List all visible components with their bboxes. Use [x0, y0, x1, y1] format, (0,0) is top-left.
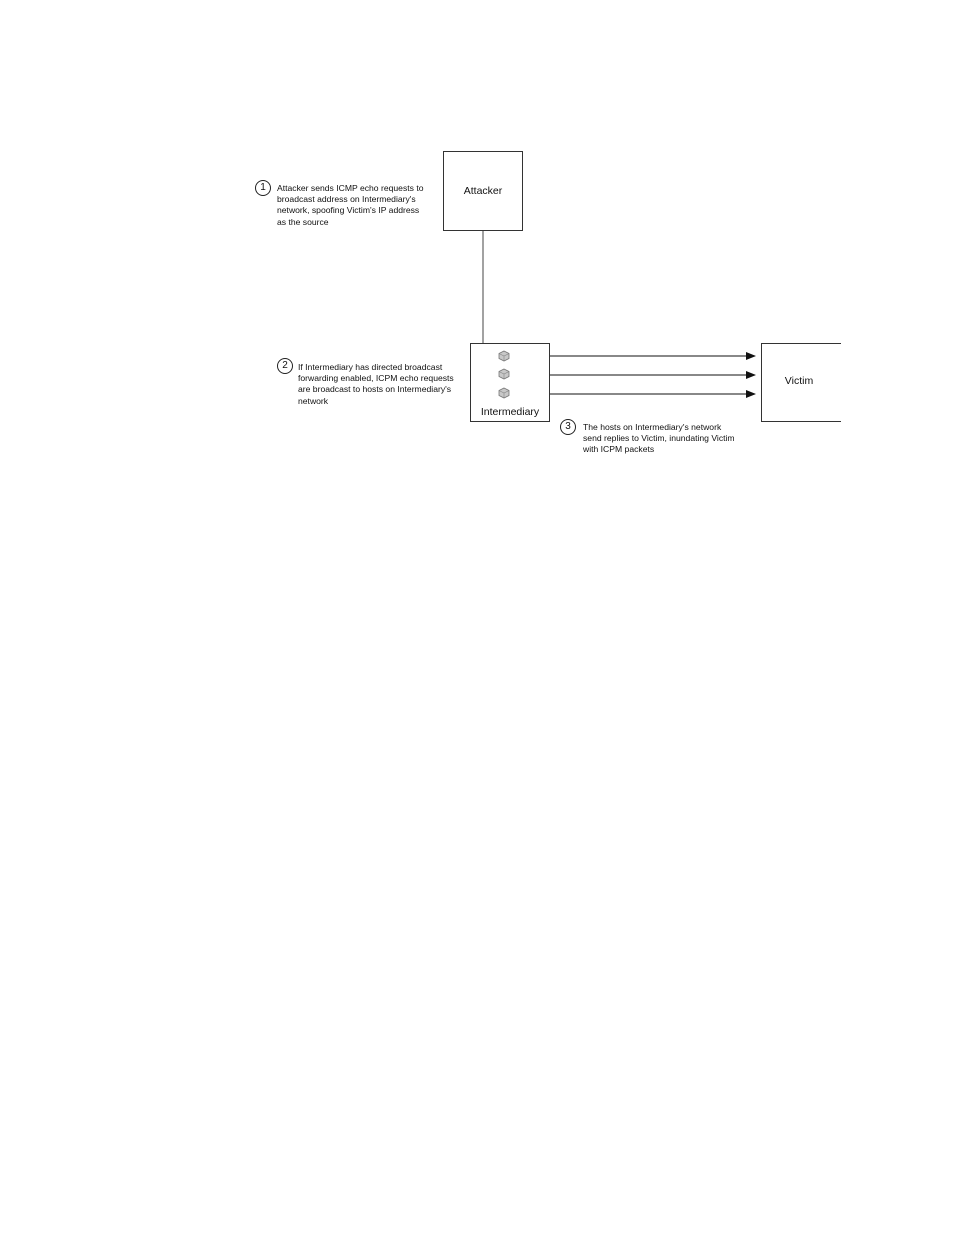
- step-1-line: as the source: [277, 216, 329, 227]
- host-computer-icon: [498, 368, 510, 380]
- step-1-description: [277, 183, 423, 228]
- victim-box: [761, 343, 841, 422]
- step-1-line: network, spoofing Victim's IP address: [277, 205, 420, 216]
- host-computer-icon: [498, 350, 510, 362]
- step-2-line: If Intermediary has directed broadcast: [298, 362, 443, 372]
- intermediary-label: Intermediary: [480, 406, 540, 418]
- step-1-line: broadcast address on Intermediary's: [277, 194, 416, 205]
- step-2-line: are broadcast to hosts on Intermediary's: [298, 384, 452, 395]
- attacker-box: [443, 151, 523, 231]
- host-computer-icon: [498, 387, 510, 399]
- step-1-number: 1: [255, 180, 271, 196]
- attacker-label: Attacker: [463, 185, 503, 197]
- step-2-line: forwarding enabled, ICPM echo requests: [298, 373, 454, 384]
- victim-label: Victim: [784, 375, 814, 387]
- intermediary-box: [470, 343, 550, 422]
- step-3-line: send replies to Victim, inundating Victim: [583, 433, 735, 444]
- step-3-line: with ICPM packets: [583, 444, 655, 455]
- step-2-number: 2: [277, 358, 293, 374]
- step-3-line: The hosts on Intermediary's network: [583, 422, 722, 432]
- step-2-line: network: [298, 395, 329, 406]
- step-3-description: [583, 422, 735, 456]
- step-3-number: 3: [560, 419, 576, 435]
- step-2-description: [298, 362, 454, 407]
- step-1-line: Attacker sends ICMP echo requests to: [277, 183, 424, 193]
